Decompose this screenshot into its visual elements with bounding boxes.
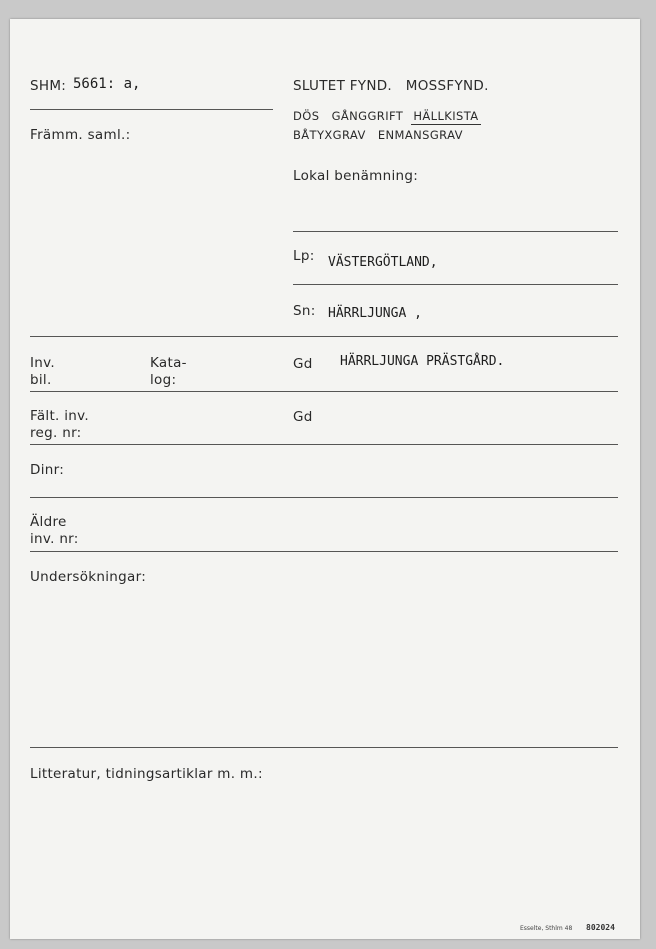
ganggrift-text: GÅNGGRIFT (331, 109, 404, 123)
aldre-label-2: inv. nr: (30, 531, 79, 547)
falt-label-1: Fält. inv. (30, 408, 89, 424)
section-rule-1 (30, 336, 618, 337)
fynd-types-line3: BÅTYXGRAV ENMANSGRAV (293, 128, 463, 142)
lokal-label: Lokal benämning: (293, 168, 419, 184)
falt-label-2: reg. nr: (30, 425, 82, 441)
lokal-rule (293, 231, 618, 232)
section-rule-2 (30, 391, 618, 392)
printer-imprint: Esselte, Sthlm 48 (520, 925, 573, 932)
inv-label-1: Inv. (30, 355, 55, 371)
section-rule-4 (30, 497, 618, 498)
dinr-label: Dinr: (30, 462, 65, 478)
katalog-label-1: Kata- (150, 355, 187, 371)
gd1-label: Gd (293, 356, 313, 372)
fynd-types-line2 (293, 109, 481, 123)
hallkista-text: HÄLLKISTA (413, 109, 479, 123)
section-rule-3 (30, 444, 618, 445)
form-number: 802024 (586, 923, 615, 932)
aldre-label-1: Äldre (30, 514, 67, 530)
lp-value: VÄSTERGÖTLAND, (328, 255, 438, 270)
fynd-types-line1: SLUTET FYND. MOSSFYND. (293, 78, 489, 94)
dos-text: DÖS (293, 109, 320, 123)
sn-value: HÄRRLJUNGA , (328, 306, 422, 321)
undersokningar-label: Undersökningar: (30, 569, 147, 585)
gd1-value: HÄRRLJUNGA PRÄSTGÅRD. (340, 354, 505, 369)
lp-rule (293, 284, 618, 285)
shm-label: SHM: (30, 78, 67, 94)
index-card (10, 19, 640, 939)
section-rule-5 (30, 551, 618, 552)
shm-value: 5661: a, (73, 76, 141, 92)
famm-saml-label: Främm. saml.: (30, 127, 131, 143)
shm-rule (30, 109, 273, 110)
inv-label-2: bil. (30, 372, 52, 388)
section-rule-6 (30, 747, 618, 748)
gd2-label: Gd (293, 409, 313, 425)
litteratur-label: Litteratur, tidningsartiklar m. m.: (30, 766, 263, 782)
sn-label: Sn: (293, 303, 316, 319)
lp-label: Lp: (293, 248, 315, 264)
katalog-label-2: log: (150, 372, 177, 388)
